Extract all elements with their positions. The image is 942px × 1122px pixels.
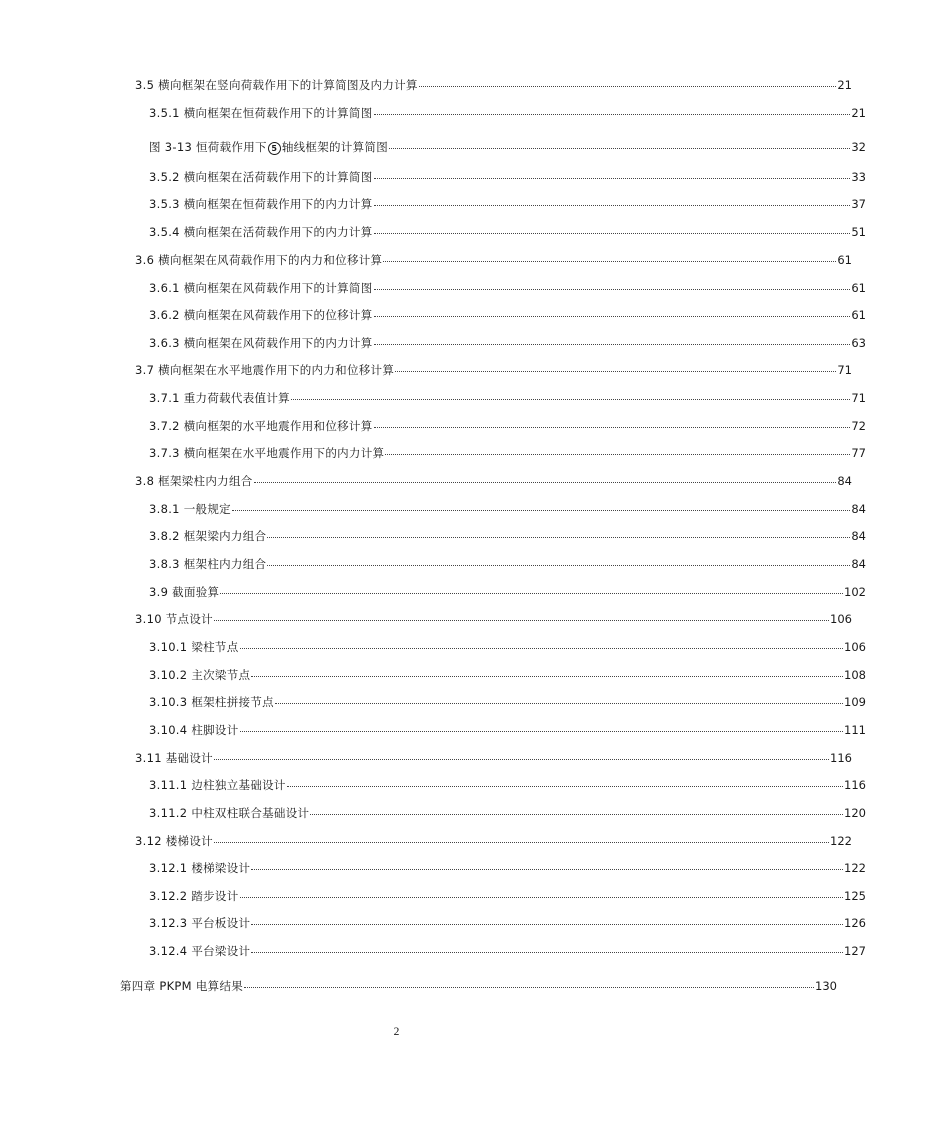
circled-number: 5 [268, 142, 281, 155]
dot-leader [310, 804, 843, 815]
toc-entry-title: 3.6.1 横向框架在风荷载作用下的计算简图 [149, 281, 373, 295]
dot-leader [240, 721, 844, 732]
toc-entry-title: 3.8.1 一般规定 [149, 502, 231, 516]
dot-leader [291, 389, 850, 400]
toc-entry-title: 3.5.2 横向框架在活荷载作用下的计算简图 [149, 170, 373, 184]
toc-entry[interactable] [0, 169, 942, 185]
dot-leader [374, 168, 851, 179]
toc-entry[interactable] [0, 252, 928, 268]
toc-page-number: 61 [837, 253, 852, 267]
toc-page-number: 84 [851, 557, 866, 571]
toc-entry[interactable] [0, 196, 942, 212]
toc-entry[interactable] [0, 362, 928, 378]
toc-entry-title: 3.7.3 横向框架在水平地震作用下的内力计算 [149, 446, 385, 460]
dot-leader [374, 104, 851, 115]
toc-entry-title: 3.12.1 楼梯梁设计 [149, 861, 251, 875]
dot-leader [389, 138, 850, 149]
toc-entry-title: 第四章 PKPM 电算结果 [120, 979, 244, 993]
toc-entry[interactable] [0, 694, 942, 710]
toc-entry[interactable] [0, 777, 942, 793]
dot-leader [374, 223, 851, 234]
toc-entry-title: 3.11.2 中柱双柱联合基础设计 [149, 806, 310, 820]
dot-leader [275, 693, 843, 704]
toc-entry[interactable] [0, 978, 913, 994]
toc-entry[interactable] [0, 584, 942, 600]
dot-leader [214, 749, 829, 760]
toc-entry[interactable] [0, 528, 942, 544]
dot-leader [419, 76, 837, 87]
toc-entry-title: 3.10.1 梁柱节点 [149, 640, 239, 654]
toc-page-number: 21 [837, 78, 852, 92]
toc-page-number: 61 [851, 308, 866, 322]
toc-entry-title: 3.10.2 主次梁节点 [149, 668, 251, 682]
dot-leader [374, 306, 851, 317]
toc-entry[interactable] [0, 139, 942, 155]
dot-leader [214, 610, 829, 621]
dot-leader [244, 977, 814, 988]
toc-entry-title: 3.7 横向框架在水平地震作用下的内力和位移计算 [135, 363, 395, 377]
toc-page-number: 63 [851, 336, 866, 350]
toc-entry-title: 3.7.2 横向框架的水平地震作用和位移计算 [149, 419, 373, 433]
toc-page-number: 32 [851, 140, 866, 154]
toc-entry-title: 3.5 横向框架在竖向荷载作用下的计算简图及内力计算 [135, 78, 418, 92]
toc-page-number: 84 [837, 474, 852, 488]
toc-entry[interactable] [0, 224, 942, 240]
toc-page-number: 33 [851, 170, 866, 184]
dot-leader [232, 500, 850, 511]
toc-entry-title: 3.10 节点设计 [135, 612, 213, 626]
dot-leader [267, 527, 850, 538]
toc-entry[interactable] [0, 307, 942, 323]
toc-page-number: 106 [844, 640, 866, 654]
dot-leader [251, 666, 843, 677]
toc-entry-title: 3.5.3 横向框架在恒荷载作用下的内力计算 [149, 197, 373, 211]
toc-entry-title: 3.7.1 重力荷载代表值计算 [149, 391, 290, 405]
toc-entry-title: 3.6.3 横向框架在风荷载作用下的内力计算 [149, 336, 373, 350]
toc-page-number: 116 [830, 751, 852, 765]
toc-page-number: 126 [844, 916, 866, 930]
toc-entry[interactable] [0, 722, 942, 738]
toc-entry[interactable] [0, 943, 942, 959]
dot-leader [251, 914, 843, 925]
toc-entry[interactable] [0, 77, 928, 93]
dot-leader [287, 776, 843, 787]
toc-entry[interactable] [0, 750, 928, 766]
toc-entry-title-part: 轴线框架的计算简图 [281, 140, 389, 154]
toc-entry-title: 3.11.1 边柱独立基础设计 [149, 778, 286, 792]
toc-entry[interactable] [0, 833, 928, 849]
toc-entry[interactable] [0, 473, 928, 489]
dot-leader [220, 583, 843, 594]
toc-entry[interactable] [0, 915, 942, 931]
toc-entry-title: 3.5.4 横向框架在活荷载作用下的内力计算 [149, 225, 373, 239]
toc-page-number: 108 [844, 668, 866, 682]
toc-entry-title: 3.11 基础设计 [135, 751, 213, 765]
toc-page-number: 109 [844, 695, 866, 709]
toc-entry-title-part: 图 3-13 恒荷载作用下 [149, 140, 267, 154]
toc-page-number: 61 [851, 281, 866, 295]
toc-page-number: 71 [837, 363, 852, 377]
toc-entry-title: 3.6 横向框架在风荷载作用下的内力和位移计算 [135, 253, 383, 267]
dot-leader [254, 472, 837, 483]
toc-entry-title: 3.10.4 柱脚设计 [149, 723, 239, 737]
toc-page-number: 130 [815, 979, 837, 993]
toc-entry[interactable] [0, 390, 942, 406]
toc-page-number: 21 [851, 106, 866, 120]
toc-page-number: 77 [851, 446, 866, 460]
toc-entry[interactable] [0, 418, 942, 434]
toc-page-number: 116 [844, 778, 866, 792]
toc-entry-title [149, 139, 388, 155]
toc-entry[interactable] [0, 280, 942, 296]
toc-entry[interactable] [0, 667, 942, 683]
dot-leader [385, 444, 850, 455]
toc-entry[interactable] [0, 501, 942, 517]
dot-leader [251, 859, 843, 870]
toc-page-number: 84 [851, 529, 866, 543]
dot-leader [374, 417, 851, 428]
toc-page-number: 122 [830, 834, 852, 848]
toc-entry[interactable] [0, 611, 928, 627]
toc-entry-title: 3.8.3 框架柱内力组合 [149, 557, 267, 571]
toc-entry[interactable] [0, 888, 942, 904]
toc-entry-title: 3.5.1 横向框架在恒荷载作用下的计算简图 [149, 106, 373, 120]
dot-leader [251, 942, 843, 953]
toc-entry-title: 3.10.3 框架柱拼接节点 [149, 695, 274, 709]
toc-entry-title: 3.9 截面验算 [149, 585, 220, 599]
toc-page-number: 102 [844, 585, 866, 599]
toc-entry-title: 3.12.3 平台板设计 [149, 916, 251, 930]
dot-leader [240, 638, 844, 649]
toc-page-number: 106 [830, 612, 852, 626]
toc-page-number: 127 [844, 944, 866, 958]
toc-page-number: 71 [851, 391, 866, 405]
toc-entry[interactable] [0, 445, 942, 461]
toc-page-number: 125 [844, 889, 866, 903]
toc-page-number: 51 [851, 225, 866, 239]
toc-entry[interactable] [0, 335, 942, 351]
toc-page-number: 72 [851, 419, 866, 433]
toc-page-number: 122 [844, 861, 866, 875]
dot-leader [374, 195, 851, 206]
dot-leader [395, 361, 836, 372]
toc-entry[interactable] [0, 805, 942, 821]
toc-entry-title: 3.12.2 踏步设计 [149, 889, 239, 903]
dot-leader [383, 251, 836, 262]
toc-entry-title: 3.8.2 框架梁内力组合 [149, 529, 267, 543]
toc-page-number: 84 [851, 502, 866, 516]
toc-entry-title: 3.12 楼梯设计 [135, 834, 213, 848]
toc-page-number: 111 [844, 723, 866, 737]
toc-page-number: 120 [844, 806, 866, 820]
toc-entry[interactable] [0, 105, 942, 121]
toc-page-number: 37 [851, 197, 866, 211]
dot-leader [240, 887, 844, 898]
toc-entry-title: 3.8 框架梁柱内力组合 [135, 474, 253, 488]
dot-leader [214, 832, 829, 843]
toc-entry[interactable] [0, 639, 942, 655]
toc-entry[interactable] [0, 860, 942, 876]
dot-leader [267, 555, 850, 566]
toc-entry-title: 3.6.2 横向框架在风荷载作用下的位移计算 [149, 308, 373, 322]
dot-leader [374, 334, 851, 345]
dot-leader [374, 279, 851, 290]
toc-entry-title: 3.12.4 平台梁设计 [149, 944, 251, 958]
toc-entry[interactable] [0, 556, 942, 572]
page-number: 2 [393, 1026, 400, 1038]
